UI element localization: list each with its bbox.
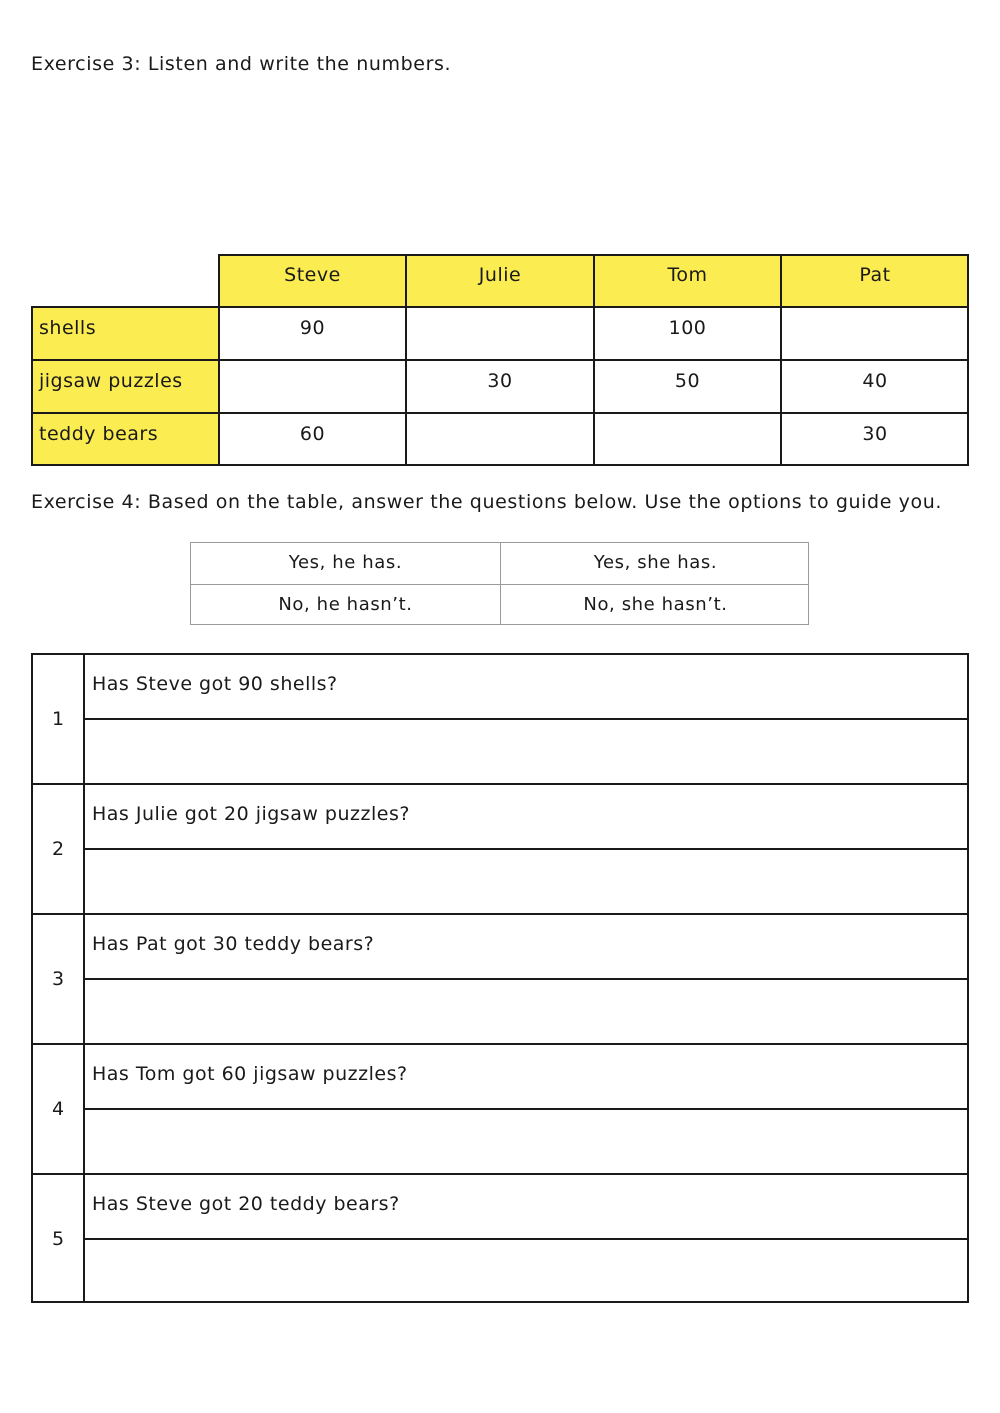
question-text: Has Steve got 90 shells? [92, 673, 338, 695]
cell-shells-tom[interactable]: 100 [668, 317, 707, 339]
exercise-3-table [31, 254, 969, 466]
row-label-teddy-bears: teddy bears [39, 423, 159, 445]
grid-line [31, 464, 969, 466]
grid-line [967, 254, 969, 466]
cell-teddy-steve[interactable]: 60 [299, 423, 326, 445]
answer-options-table [190, 542, 809, 625]
answer-field-2[interactable] [85, 850, 967, 913]
question-row-1 [33, 655, 967, 785]
row-label-jigsaw-puzzles: jigsaw puzzles [39, 370, 183, 392]
cell-jigsaw-tom[interactable]: 50 [674, 370, 701, 392]
answer-field-5[interactable] [85, 1240, 967, 1303]
grid-line [191, 584, 808, 585]
cell-teddy-julie[interactable] [406, 413, 594, 466]
cell-shells-steve[interactable]: 90 [299, 317, 326, 339]
question-text: Has Steve got 20 teddy bears? [92, 1193, 400, 1215]
option-yes-he-has: Yes, he has. [288, 552, 403, 573]
question-row-4 [33, 1045, 967, 1175]
grid-line [405, 254, 407, 466]
question-text: Has Tom got 60 jigsaw puzzles? [92, 1063, 408, 1085]
cell-jigsaw-steve[interactable] [219, 360, 406, 413]
question-number: 3 [33, 915, 85, 1043]
grid-line [31, 412, 969, 414]
cell-jigsaw-julie[interactable]: 30 [487, 370, 513, 392]
exercise-3-heading: Exercise 3: Listen and write the numbers. [31, 53, 452, 75]
question-text: Has Julie got 20 jigsaw puzzles? [92, 803, 410, 825]
question-number: 4 [33, 1045, 85, 1173]
option-no-she-hasnt: No, she hasn’t. [583, 594, 728, 615]
column-header-tom: Tom [667, 264, 708, 286]
column-header-steve: Steve [284, 264, 341, 286]
question-number: 1 [33, 655, 85, 783]
cell-jigsaw-pat[interactable]: 40 [862, 370, 888, 392]
cell-shells-pat[interactable] [781, 307, 969, 360]
answer-field-1[interactable] [85, 720, 967, 783]
question-row-3 [33, 915, 967, 1045]
option-no-he-hasnt: No, he hasn’t. [278, 594, 413, 615]
grid-line [780, 254, 782, 466]
row-label-shells: shells [39, 317, 97, 339]
grid-line [593, 254, 595, 466]
questions-table [31, 653, 969, 1303]
question-row-5 [33, 1175, 967, 1305]
option-yes-she-has: Yes, she has. [593, 552, 718, 573]
question-number: 2 [33, 785, 85, 913]
cell-shells-julie[interactable] [406, 307, 594, 360]
question-text: Has Pat got 30 teddy bears? [92, 933, 375, 955]
question-row-2 [33, 785, 967, 915]
cell-teddy-pat[interactable]: 30 [862, 423, 888, 445]
exercise-4-heading: Exercise 4: Based on the table, answer the questions below. Use the options to guide you. [31, 491, 942, 513]
cell-teddy-tom[interactable] [594, 413, 781, 466]
grid-line [31, 359, 969, 361]
answer-field-3[interactable] [85, 980, 967, 1043]
grid-line [31, 306, 33, 466]
column-header-pat: Pat [859, 264, 891, 286]
column-header-julie: Julie [478, 264, 522, 286]
question-number: 5 [33, 1175, 85, 1303]
answer-field-4[interactable] [85, 1110, 967, 1173]
grid-line [218, 254, 220, 466]
grid-line [31, 306, 969, 308]
